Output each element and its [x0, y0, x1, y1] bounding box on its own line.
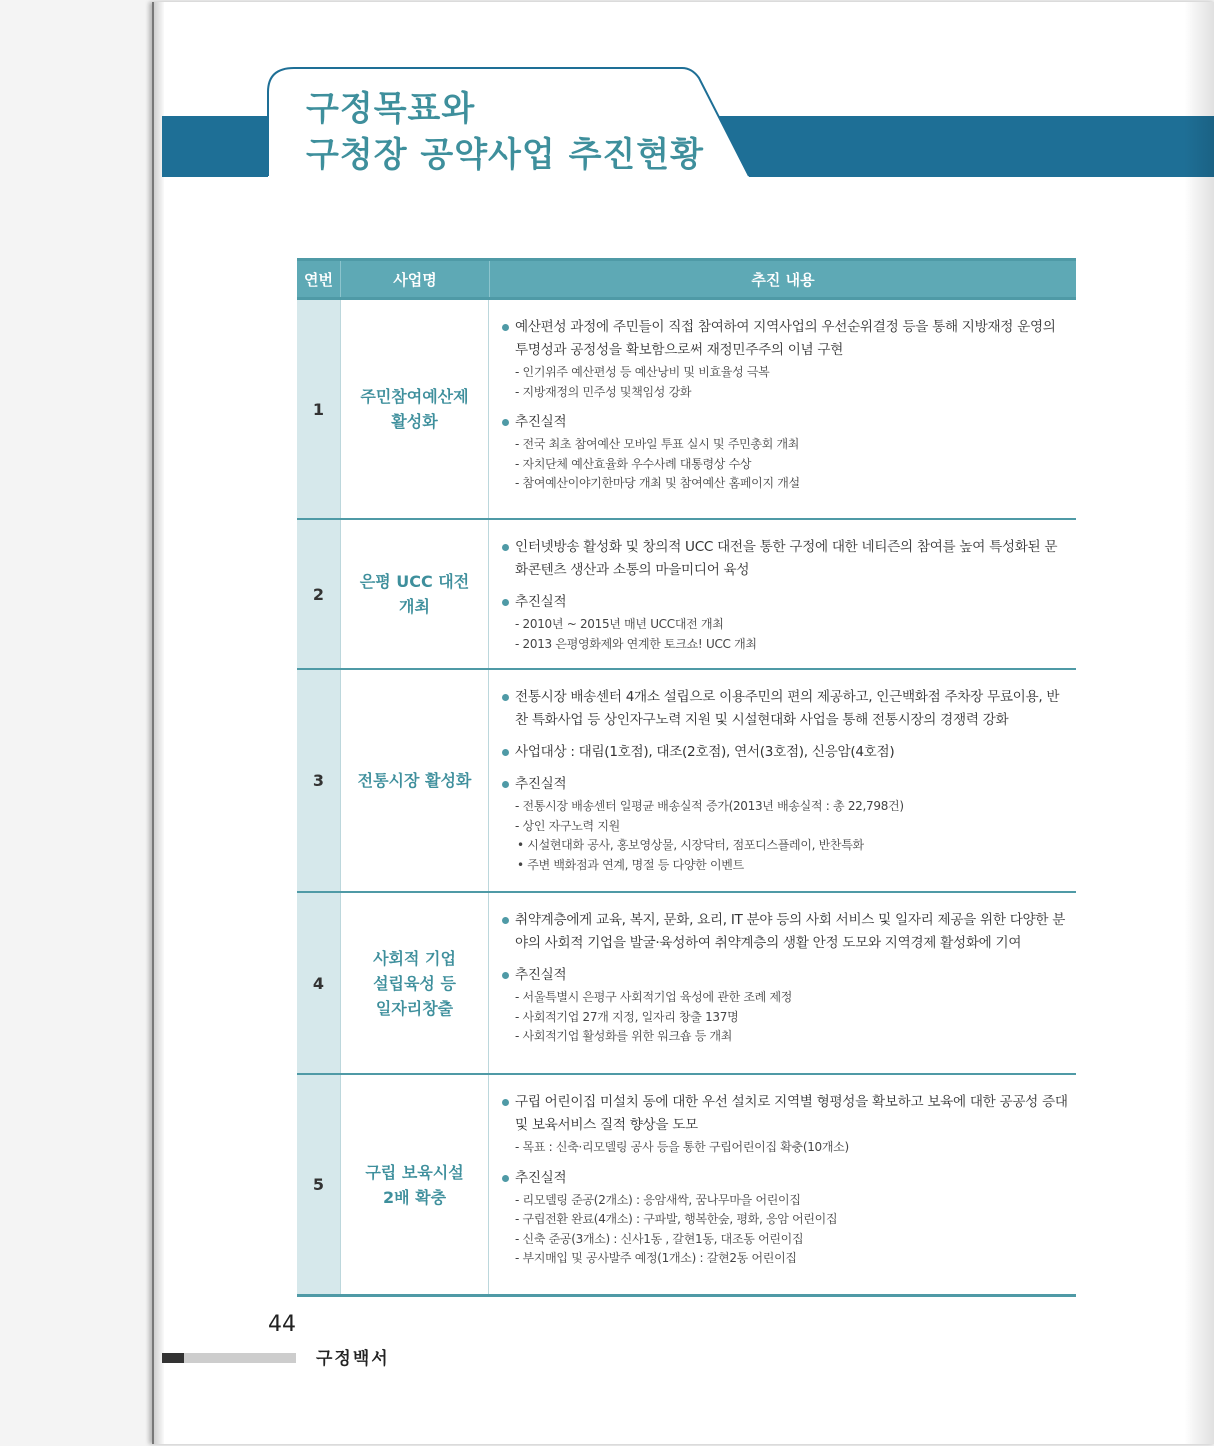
detail-sub-list	[501, 615, 1070, 654]
table-row	[297, 300, 1076, 518]
detail-sub-item: - 상인 자구노력 지원	[515, 818, 620, 833]
detail-sub-item: - 지방재정의 민주성 및책임성 강화	[515, 384, 692, 399]
footer-bar-accent	[162, 1353, 184, 1363]
project-details	[489, 520, 1076, 668]
detail-sub-list	[501, 1138, 1070, 1158]
detail-sub-item: - 신축 준공(3개소) : 신사1동 , 갈현1동, 대조동 어린이집	[515, 1231, 804, 1246]
detail-sub-item: - 2013 은평영화제와 연계한 토크쇼! UCC 개최	[515, 636, 757, 651]
detail-sub-item: - 부지매입 및 공사발주 예정(1개소) : 갈현2동 어린이집	[515, 1251, 797, 1265]
detail-sub-item: - 자치단체 예산효율화 우수사례 대통령상 수상	[515, 456, 752, 471]
detail-bullet: 추진실적	[501, 773, 1070, 796]
table-row	[297, 668, 1076, 891]
detail-bullet: 전통시장 배송센터 4개소 설립으로 이용주민의 편의 제공하고, 인근백화점 주차장 무료이용, 반찬 특화사업 등 상인자구노력 지원 및 시설현대화 사업을 통해 전통시장의 경쟁력 강화	[501, 686, 1070, 732]
detail-sub-list	[501, 1191, 1070, 1269]
detail-sub-item: - 목표 : 신축·리모델링 공사 등을 통한 구립어린이집 확충(10개소)	[515, 1140, 849, 1154]
project-details	[489, 893, 1076, 1073]
detail-sub-item: - 인기위주 예산편성 등 예산낭비 및 비효율성 극복	[515, 365, 770, 379]
page-fold-shadow	[1184, 2, 1214, 1444]
table-body	[297, 300, 1076, 1294]
row-number: 2	[297, 520, 341, 668]
detail-bullet: 예산편성 과정에 주민들이 직접 참여하여 지역사업의 우선순위결정 등을 통해 지방재정 운영의 투명성과 공정성을 확보함으로써 재정민주주의 이념 구현	[501, 316, 1070, 362]
project-name: 은평 UCC 대전 개최	[341, 520, 489, 668]
page-spine-shadow	[154, 2, 164, 1444]
detail-sub-item: - 사회적기업 활성화를 위한 워크숍 등 개최	[515, 1029, 733, 1043]
page-title	[306, 86, 704, 178]
row-number: 4	[297, 893, 341, 1073]
header-band-right	[702, 116, 1214, 176]
detail-sub-item: - 서울특별시 은평구 사회적기업 육성에 관한 조례 제정	[515, 990, 793, 1004]
detail-sub-list	[501, 797, 1070, 875]
table-row	[297, 518, 1076, 668]
detail-bullet: 구립 어린이집 미설치 동에 대한 우선 설치로 지역별 형평성을 확보하고 보육에 대한 공공성 증대 및 보육서비스 질적 향상을 도모	[501, 1091, 1070, 1137]
detail-sub-item: - 전국 최초 참여예산 모바일 투표 실시 및 주민총회 개최	[515, 437, 800, 451]
title-line-2: 구청장 공약사업 추진현황	[306, 135, 704, 175]
detail-bullet: 추진실적	[501, 591, 1070, 614]
detail-sub-item: - 구립전환 완료(4개소) : 구파발, 행복한숲, 평화, 응암 어린이집	[515, 1212, 838, 1226]
project-name: 주민참여예산제 활성화	[341, 300, 489, 518]
project-details	[489, 1075, 1076, 1294]
document-page	[152, 2, 1214, 1444]
project-details	[489, 670, 1076, 891]
detail-sub-list	[501, 363, 1070, 402]
detail-bullet: 취약계층에게 교육, 복지, 문화, 요리, IT 분야 등의 사회 서비스 및 일자리 제공을 위한 다양한 분야의 사회적 기업을 발굴·육성하여 취약계층의 생활 안정 도모와 지역경제 활성화에 기여	[501, 909, 1070, 955]
header-details: 추진 내용	[751, 270, 815, 289]
detail-sub-list	[501, 988, 1070, 1047]
detail-sub-item: - 리모델링 준공(2개소) : 응암새싹, 꿈나무마을 어린이집	[515, 1192, 801, 1207]
title-line-1: 구정목표와	[306, 89, 476, 129]
row-number: 3	[297, 670, 341, 891]
detail-sub-item: - 참여예산이야기한마당 개최 및 참여예산 홈페이지 개설	[515, 476, 800, 490]
project-name: 사회적 기업 설립육성 등 일자리창출	[341, 893, 489, 1073]
detail-bullet: 인터넷방송 활성화 및 창의적 UCC 대전을 통한 구정에 대한 네티즌의 참여를 높여 특성화된 문화콘텐츠 생산과 소통의 마을미디어 육성	[501, 536, 1070, 582]
detail-sub-item: - 2010년 ~ 2015년 매년 UCC대전 개최	[515, 617, 724, 631]
project-name: 전통시장 활성화	[341, 670, 489, 891]
detail-sub-item: - 사회적기업 27개 지정, 일자리 창출 137명	[515, 1009, 739, 1024]
detail-dot-item: • 시설현대화 공사, 홍보영상물, 시장닥터, 점포디스플레이, 반찬특화	[517, 838, 864, 852]
project-details	[489, 300, 1076, 518]
row-number: 5	[297, 1075, 341, 1294]
detail-dot-item: • 주변 백화점과 연계, 명절 등 다양한 이벤트	[517, 857, 744, 872]
detail-bullet: 추진실적	[501, 1167, 1070, 1190]
footer-bar	[162, 1353, 296, 1363]
table-row	[297, 891, 1076, 1073]
header-number: 연번	[297, 261, 341, 297]
page-number: 44	[268, 1312, 296, 1337]
header-project-name: 사업명	[341, 261, 490, 297]
detail-sub-list	[501, 435, 1070, 494]
detail-bullet: 사업대상 : 대림(1호점), 대조(2호점), 연서(3호점), 신응암(4호점)	[501, 741, 1070, 764]
header-band-left	[162, 116, 268, 176]
detail-sub-item: - 전통시장 배송센터 일평균 배송실적 증가(2013년 배송실적 : 총 22,798건)	[515, 799, 904, 813]
table-header	[297, 258, 1076, 300]
pledge-table	[297, 258, 1076, 1297]
row-number: 1	[297, 300, 341, 518]
table-row	[297, 1073, 1076, 1294]
project-name: 구립 보육시설 2배 확충	[341, 1075, 489, 1294]
detail-bullet: 추진실적	[501, 964, 1070, 987]
book-title: 구정백서	[316, 1349, 390, 1369]
detail-bullet: 추진실적	[501, 411, 1070, 434]
